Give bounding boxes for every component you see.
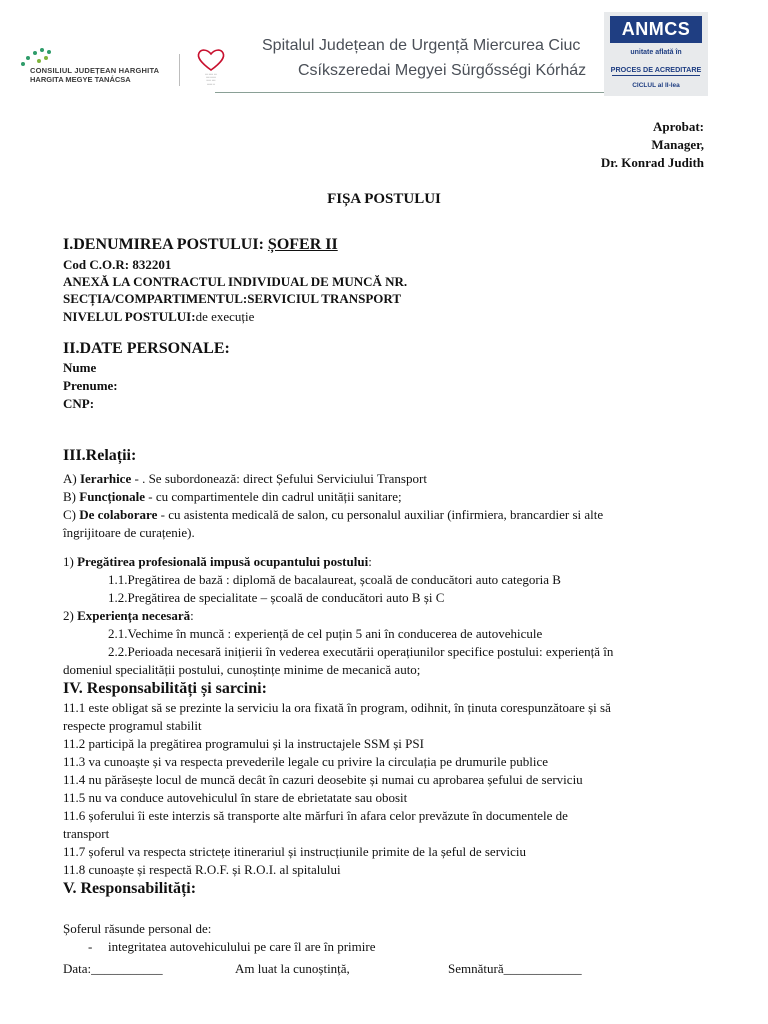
- relatii-functionale: B) Funcționale - cu compartimentele din cadrul unității sanitare;: [63, 489, 402, 504]
- experienta-initiere-cont: domeniul specialității postului, cunoștințe minime de mecanică auto;: [63, 662, 421, 677]
- responsabilitate-item: integritatea autovehiculului pe care îl are în primire: [108, 939, 376, 954]
- anmcs-logo: ANMCS: [610, 16, 702, 43]
- approval-name: Dr. Konrad Judith: [600, 155, 704, 170]
- experienta-heading: 2) Experiența necesară:: [63, 608, 194, 623]
- document-title: FIȘA POSTULUI: [327, 191, 441, 207]
- field-cnp: CNP:: [63, 396, 95, 411]
- accreditation-line2: PROCES DE ACREDITARE: [610, 65, 702, 74]
- field-nume: Nume: [63, 360, 97, 375]
- signature-field: Semnătură____________: [448, 961, 582, 976]
- sectia-compartiment: SECȚIA/COMPARTIMENTUL:SERVICIUL TRANSPORT: [63, 291, 402, 306]
- council-name-hu: HARGITA MEGYE TANÁCSA: [30, 75, 131, 84]
- section1-heading: I.DENUMIREA POSTULUI: ȘOFER II: [63, 236, 338, 253]
- cod-cor: Cod C.O.R: 832201: [63, 257, 172, 272]
- header-divider: [179, 54, 180, 86]
- experienta-initiere: 2.2.Perioada necesară inițierii în vederea executării operațiunilor specifice postului: experiență în: [108, 644, 614, 659]
- sarcina-11-1: 11.1 este obligat să se prezinte la serviciu la ora fixată în program, odihnit, în ținuta corespunzătoare și să: [63, 700, 611, 715]
- section3-heading: III.Relații:: [63, 447, 137, 464]
- section2-heading: II.DATE PERSONALE:: [63, 340, 230, 357]
- anexa-contract: ANEXĂ LA CONTRACTUL INDIVIDUAL DE MUNCĂ NR.: [63, 274, 408, 289]
- section4-heading: IV. Responsabilități și sarcini:: [63, 680, 267, 697]
- heart-icon: [194, 47, 228, 73]
- relatii-ierarhice: A) Ierarhice - . Se subordonează: direct Șefului Serviciului Transport: [63, 471, 427, 486]
- section5-heading: V. Responsabilități:: [63, 880, 197, 897]
- sarcina-11-8: 11.8 cunoaște și respectă R.O.F. și R.O.I. al spitalului: [63, 862, 341, 877]
- approval-role: Manager,: [651, 137, 704, 152]
- sarcina-11-2: 11.2 participă la pregătirea programului și la instructajele SSM și PSI: [63, 736, 424, 751]
- pregatire-baza: 1.1.Pregătirea de bază : diplomă de bacalaureat, școală de conducători auto categoria B: [108, 572, 561, 587]
- anmcs-accreditation-badge: [604, 12, 708, 96]
- sarcina-11-4: 11.4 nu părăsește locul de muncă decât în cazuri deosebite și numai cu aprobarea șefului de serviciu: [63, 772, 583, 787]
- sarcina-11-3: 11.3 va cunoaște și va respecta prevederile legale cu privire la circulația pe drumurile publice: [63, 754, 548, 769]
- council-name-ro: CONSILIUL JUDEȚEAN HARGHITA: [30, 66, 160, 75]
- accreditation-line1: unitate aflată în: [630, 49, 682, 56]
- acknowledgement: Am luat la cunoștință,: [235, 961, 350, 976]
- relatii-colaborare: C) De colaborare - cu asistenta medicală de salon, cu personalul auxiliar (infirmiera, brancardier si alte: [63, 507, 604, 522]
- bullet-dash: -: [88, 939, 93, 954]
- relatii-colaborare-cont: îngrijitoare de curațenie).: [63, 525, 195, 540]
- sarcina-11-1-cont: respecte programul stabilit: [63, 718, 202, 733]
- sarcina-11-7: 11.7 șoferul va respecta strictețe itinerariul și instrucțiunile primite de la șeful de serviciu: [63, 844, 527, 859]
- accreditation-divider: [612, 75, 700, 76]
- accreditation-line3: CICLUL al II-lea: [632, 82, 680, 89]
- sarcina-11-6: 11.6 șoferului îi este interzis să transporte alte mărfuri în afara celor prevăzute în documentele de: [63, 808, 568, 823]
- field-prenume: Prenume:: [63, 378, 118, 393]
- pregatire-heading: 1) Pregătirea profesională impusă ocupantului postului:: [63, 554, 372, 569]
- hospital-name-hu: Csíkszeredai Megyei Sürgősségi Kórház: [298, 62, 587, 79]
- nivel-postului: NIVELUL POSTULUI:de execuție: [63, 309, 255, 324]
- approval-label: Aprobat:: [652, 119, 704, 134]
- hospital-name-ro: Spitalul Județean de Urgență Miercurea Ciuc: [262, 37, 581, 54]
- data-field: Data:___________: [63, 961, 163, 976]
- header-rule: [215, 92, 605, 93]
- experienta-vechime: 2.1.Vechime în muncă : experiență de cel puțin 5 ani în conducerea de autovehicule: [108, 626, 543, 641]
- sarcina-11-5: 11.5 nu va conduce autovehiculul în stare de ebrietatate sau obosit: [63, 790, 408, 805]
- sarcina-11-6-cont: transport: [63, 826, 110, 841]
- post-name: ȘOFER II: [267, 236, 338, 253]
- responsabilitati-intro: Șoferul răsunde personal de:: [63, 921, 212, 936]
- county-council-logo: [20, 48, 180, 88]
- hospital-heart-logo: ▪▪▪ ▪▪▪▪▪ ▪▪▪ ▪▪▪▪ ▪▪▪▪▪▪ ▪▪▪▪▪ ▪▪▪▪ ▪▪▪▪▪▪ ▪▪: [194, 47, 228, 97]
- pregatire-specialitate: 1.2.Pregătirea de specialitate – școală de conducători auto B și C: [108, 590, 445, 605]
